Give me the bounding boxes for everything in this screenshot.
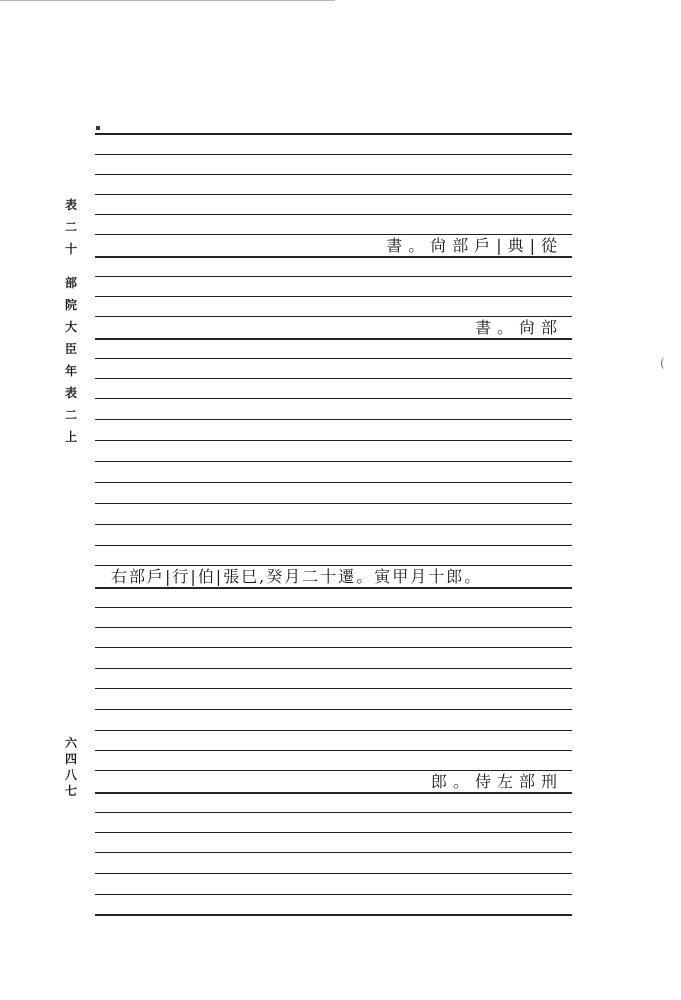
table-rule [95, 668, 572, 669]
table-rule [95, 647, 572, 648]
margin-char: 表 [64, 198, 77, 212]
margin-char: 二 [64, 220, 77, 234]
table-rule [95, 154, 572, 155]
margin-char: 大 [64, 320, 77, 334]
table-rule [95, 812, 572, 813]
page-number-char: 七 [64, 784, 77, 798]
table-rule [95, 852, 572, 853]
table-rule [95, 894, 572, 895]
table-rule [95, 133, 572, 135]
margin-char: 上 [64, 430, 77, 444]
table-rule [95, 398, 572, 399]
table-rule [95, 378, 572, 379]
table-rule [95, 276, 572, 277]
table-rule [95, 607, 572, 608]
margin-char: 臣 [64, 342, 77, 356]
table-rule [95, 440, 572, 441]
table-rule [95, 296, 572, 297]
table-rule [95, 419, 572, 420]
margin-char: 部 [64, 276, 77, 290]
table-rule [95, 709, 572, 710]
table-entry: 郎。侍左部刑 [430, 772, 563, 791]
margin-char: 二 [64, 408, 77, 422]
page-number-char: 四 [64, 752, 77, 766]
table-rule [95, 214, 572, 215]
table-rule [95, 688, 572, 689]
table-rule [95, 914, 572, 916]
table-rule [95, 750, 572, 751]
margin-char: 十 [64, 242, 77, 256]
page-number-char: 八 [64, 768, 77, 782]
margin-char: 表 [64, 386, 77, 400]
page-number [62, 735, 80, 799]
scan-speck [96, 126, 100, 130]
table-rule [95, 832, 572, 833]
scan-speck: ( [660, 356, 665, 370]
table-rule [95, 358, 572, 359]
table-rule [95, 545, 572, 546]
table-rule [95, 524, 572, 525]
table-rule [95, 503, 572, 504]
page-number-char: 六 [64, 736, 77, 750]
table-rule [95, 730, 572, 731]
table-rule [95, 482, 572, 483]
table-entry: 書。尙部 [474, 318, 563, 337]
margin-subheader [62, 272, 80, 448]
table-rule [95, 461, 572, 462]
margin-header [62, 194, 80, 260]
margin-char: 院 [64, 298, 77, 312]
top-edge-rule [0, 0, 335, 1]
table-rule [95, 873, 572, 874]
table-rule [95, 174, 572, 175]
table-entry: 右部戶|行|伯|張巳,癸月二十遷。寅甲月十郎。 [111, 567, 483, 586]
table-rule [95, 627, 572, 628]
margin-char: 年 [64, 364, 77, 378]
table-entry: 書。尙部戶|典|從 [386, 236, 563, 255]
table-rule [95, 194, 572, 195]
